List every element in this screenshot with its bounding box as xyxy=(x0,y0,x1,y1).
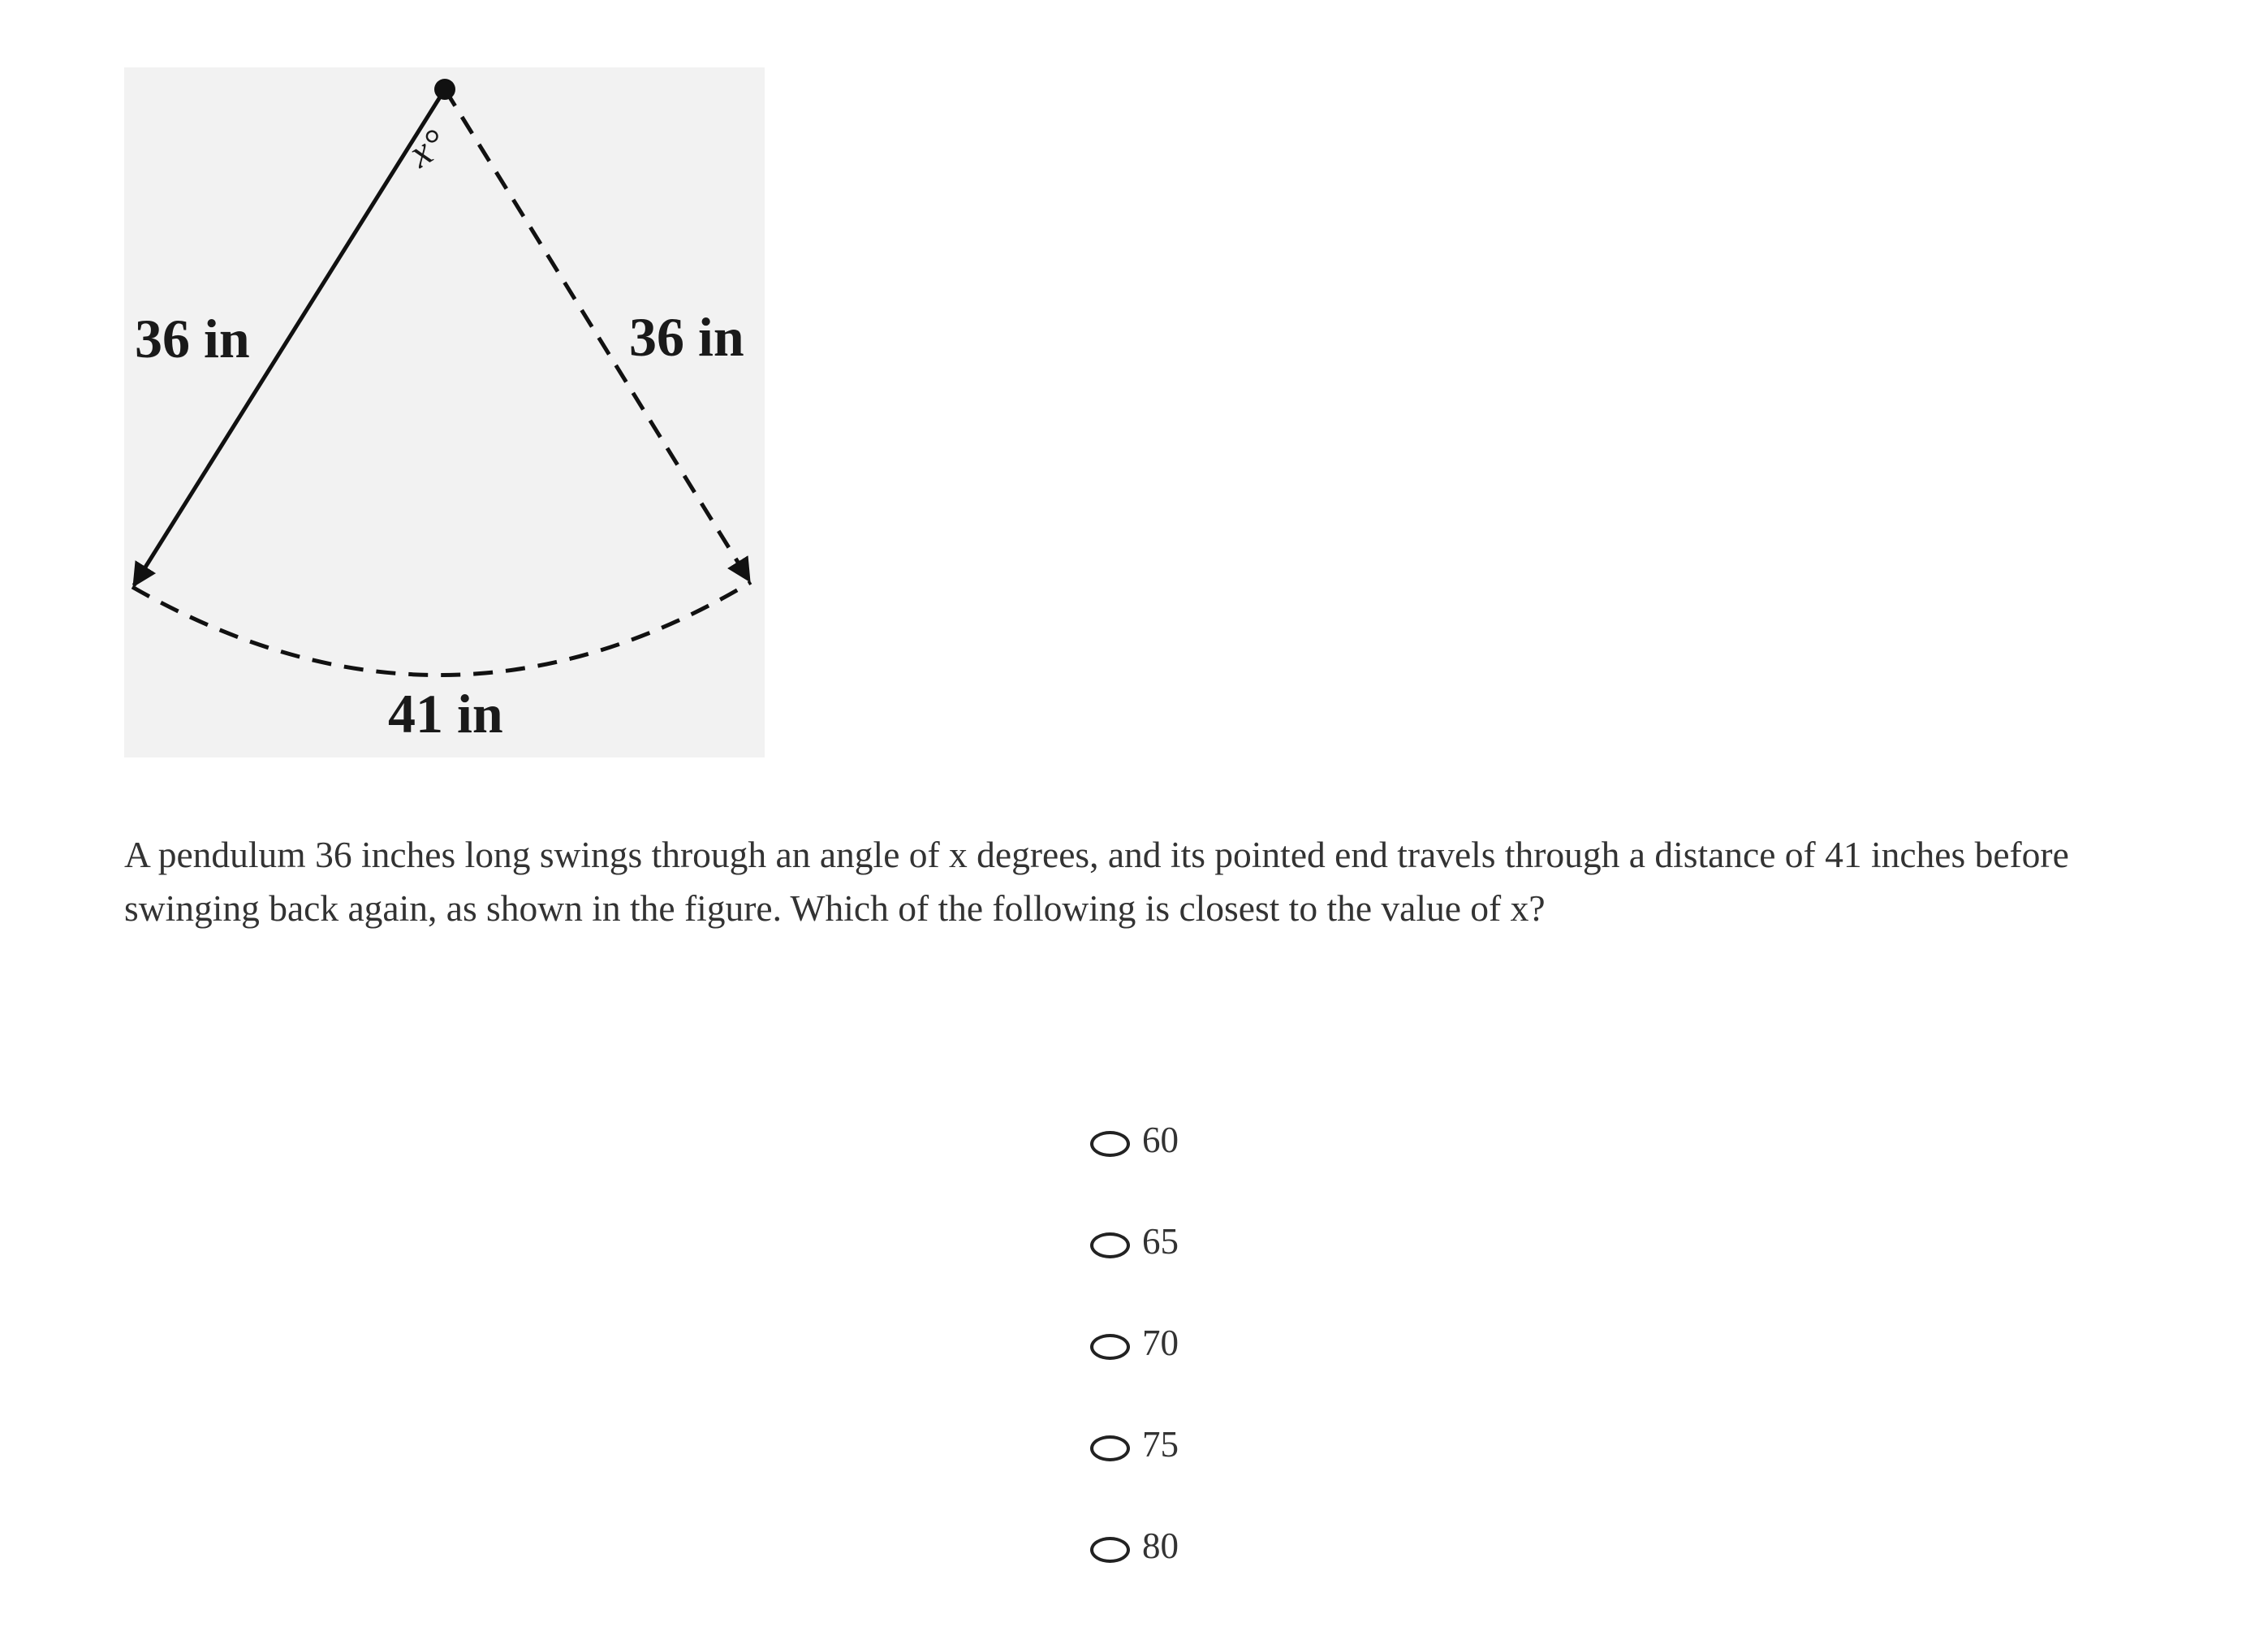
pendulum-diagram xyxy=(124,67,765,757)
answer-options xyxy=(1090,1120,1179,1627)
dashed-arc xyxy=(132,582,751,675)
answer-option-65[interactable] xyxy=(1090,1221,1179,1323)
radio-button-icon[interactable] xyxy=(1090,1131,1130,1157)
option-label: 80 xyxy=(1142,1526,1179,1566)
right-length-label: 36 in xyxy=(629,306,744,368)
radio-button-icon[interactable] xyxy=(1090,1537,1130,1563)
radio-button-icon[interactable] xyxy=(1090,1334,1130,1360)
option-label: 60 xyxy=(1142,1120,1179,1160)
option-label: 75 xyxy=(1142,1424,1179,1465)
pendulum-figure xyxy=(124,67,765,757)
answer-option-80[interactable] xyxy=(1090,1526,1179,1627)
arc-length-label: 41 in xyxy=(388,683,503,744)
angle-label: x° xyxy=(400,119,454,176)
left-length-label: 36 in xyxy=(135,308,250,369)
radio-button-icon[interactable] xyxy=(1090,1435,1130,1461)
radio-button-icon[interactable] xyxy=(1090,1232,1130,1258)
option-label: 70 xyxy=(1142,1323,1179,1363)
question-text: A pendulum 36 inches long swings through an angle of x degrees, and its pointed end travels through a distance of 41 inches before swinging back again, as shown in the figure. Which of the following is closest to the value of x? xyxy=(124,834,2069,929)
answer-option-70[interactable] xyxy=(1090,1323,1179,1424)
answer-option-75[interactable] xyxy=(1090,1424,1179,1526)
option-label: 65 xyxy=(1142,1221,1179,1262)
pivot-dot-icon xyxy=(434,79,455,100)
answer-option-60[interactable] xyxy=(1090,1120,1179,1221)
